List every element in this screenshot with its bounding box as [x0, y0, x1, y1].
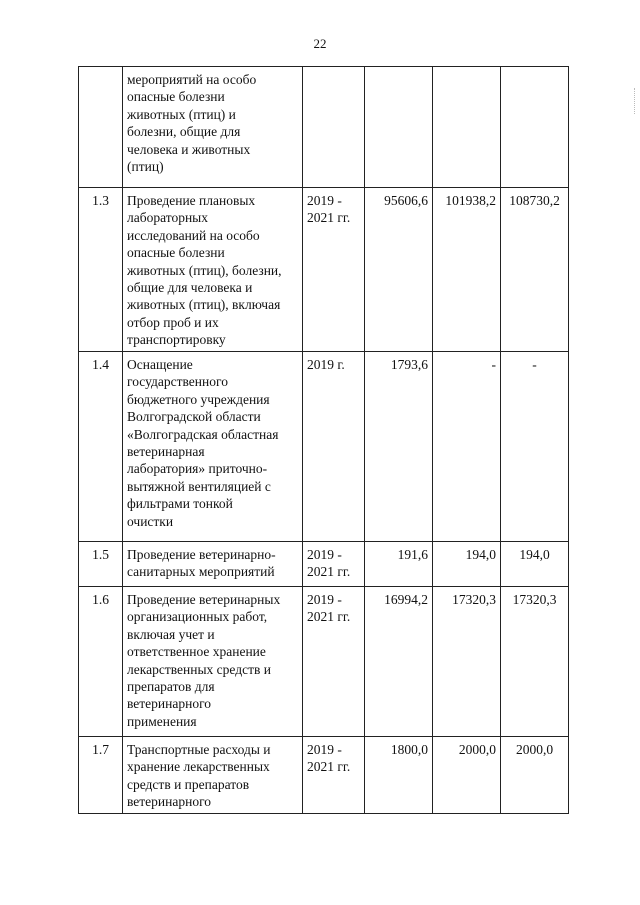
measure-name-line: мероприятий на особо: [127, 72, 257, 87]
value-2019: 1800,0: [365, 737, 433, 814]
value-2020: 2000,0: [433, 737, 501, 814]
measure-name-line: государственного: [127, 374, 228, 390]
measure-name-line: бюджетного учреждения: [127, 391, 270, 407]
measure-name-line: Проведение ветеринарно-: [127, 547, 276, 562]
measure-name-line: вытяжной вентиляцией с: [127, 478, 271, 494]
period-line: 2021 гг.: [307, 609, 351, 625]
measure-name: [123, 737, 303, 814]
period-line: 2019 -: [307, 193, 342, 208]
measure-name-line: транспортировку: [127, 332, 226, 348]
period-line: 2021 гг.: [307, 210, 351, 226]
measure-name-line: опасные болезни: [127, 245, 225, 261]
item-number: 1.5: [79, 542, 123, 587]
item-number: [79, 67, 123, 188]
value-2021: 17320,3: [501, 587, 569, 737]
measure-name-line: лабораторных: [127, 210, 209, 226]
measure-name-line: применения: [127, 713, 197, 729]
measure-name-line: фильтрами тонкой: [127, 496, 233, 512]
period-line: 2019 -: [307, 592, 342, 607]
measure-name: [123, 587, 303, 737]
period-cell: [303, 352, 365, 542]
measure-name-line: Проведение плановых: [127, 193, 256, 208]
table-body: [79, 67, 569, 814]
value-2021: 194,0: [501, 542, 569, 587]
value-2019: 1793,6: [365, 352, 433, 542]
item-number: 1.4: [79, 352, 123, 542]
measure-name-line: Оснащение: [127, 357, 193, 372]
measure-name-line: Волгоградской области: [127, 409, 261, 425]
measure-name-line: Транспортные расходы и: [127, 742, 271, 757]
value-2021: 2000,0: [501, 737, 569, 814]
measure-name-line: лекарственных средств и: [127, 661, 271, 677]
scan-edge-mark: [634, 88, 637, 114]
period-cell: [303, 587, 365, 737]
measure-name-line: лаборатория» приточно-: [127, 461, 268, 477]
measure-name-line: отбор проб и их: [127, 314, 219, 330]
table-row: [79, 587, 569, 737]
table-row: [79, 352, 569, 542]
period-cell: [303, 737, 365, 814]
measure-name-line: включая учет и: [127, 626, 215, 642]
value-2019: 95606,6: [365, 188, 433, 352]
item-number: 1.3: [79, 188, 123, 352]
measure-name-line: очистки: [127, 513, 174, 529]
measure-name: [123, 542, 303, 587]
measures-table: [78, 66, 569, 814]
item-number: 1.7: [79, 737, 123, 814]
period-line: 2021 гг.: [307, 564, 351, 580]
measure-name-line: опасные болезни: [127, 89, 225, 105]
measure-name-line: животных (птиц), болезни,: [127, 262, 282, 278]
measure-name: [123, 188, 303, 352]
measure-name: [123, 352, 303, 542]
measure-name-line: хранение лекарственных: [127, 759, 270, 775]
measure-name-line: общие для человека и: [127, 280, 253, 296]
measure-name-line: исследований на особо: [127, 227, 260, 243]
period-cell: [303, 188, 365, 352]
page-number: 22: [313, 36, 327, 51]
measure-name-line: организационных работ,: [127, 609, 268, 625]
measure-name-line: (птиц): [127, 159, 164, 175]
period-cell: [303, 67, 365, 188]
value-2020: -: [433, 352, 501, 542]
measure-name-line: человека и животных: [127, 141, 251, 157]
value-2021: 108730,2: [501, 188, 569, 352]
value-2019: 191,6: [365, 542, 433, 587]
measure-name-line: ветеринарного: [127, 696, 212, 712]
period-line: 2019 г.: [307, 357, 345, 372]
value-2020: 194,0: [433, 542, 501, 587]
table-row: [79, 67, 569, 188]
measure-name-line: животных (птиц) и: [127, 106, 236, 122]
value-2020: 101938,2: [433, 188, 501, 352]
measure-name-line: санитарных мероприятий: [127, 564, 275, 580]
measure-name-line: «Волгоградская областная: [127, 426, 279, 442]
table-row: [79, 737, 569, 814]
period-line: 2019 -: [307, 547, 342, 562]
value-2021: -: [501, 352, 569, 542]
measure-name-line: ветеринарная: [127, 444, 205, 460]
table-row: [79, 542, 569, 587]
period-line: 2019 -: [307, 742, 342, 757]
table-row: [79, 188, 569, 352]
measure-name-line: ответственное хранение: [127, 644, 266, 660]
value-2019: [365, 67, 433, 188]
measure-name-line: ветеринарного: [127, 794, 212, 810]
value-2019: 16994,2: [365, 587, 433, 737]
item-number: 1.6: [79, 587, 123, 737]
measure-name-line: препаратов для: [127, 679, 215, 695]
value-2021: [501, 67, 569, 188]
measure-name-line: болезни, общие для: [127, 124, 241, 140]
measure-name-line: Проведение ветеринарных: [127, 592, 281, 607]
period-line: 2021 гг.: [307, 759, 351, 775]
measure-name-line: животных (птиц), включая: [127, 297, 281, 313]
measure-name-line: средств и препаратов: [127, 776, 250, 792]
value-2020: [433, 67, 501, 188]
measure-name: [123, 67, 303, 188]
value-2020: 17320,3: [433, 587, 501, 737]
period-cell: [303, 542, 365, 587]
